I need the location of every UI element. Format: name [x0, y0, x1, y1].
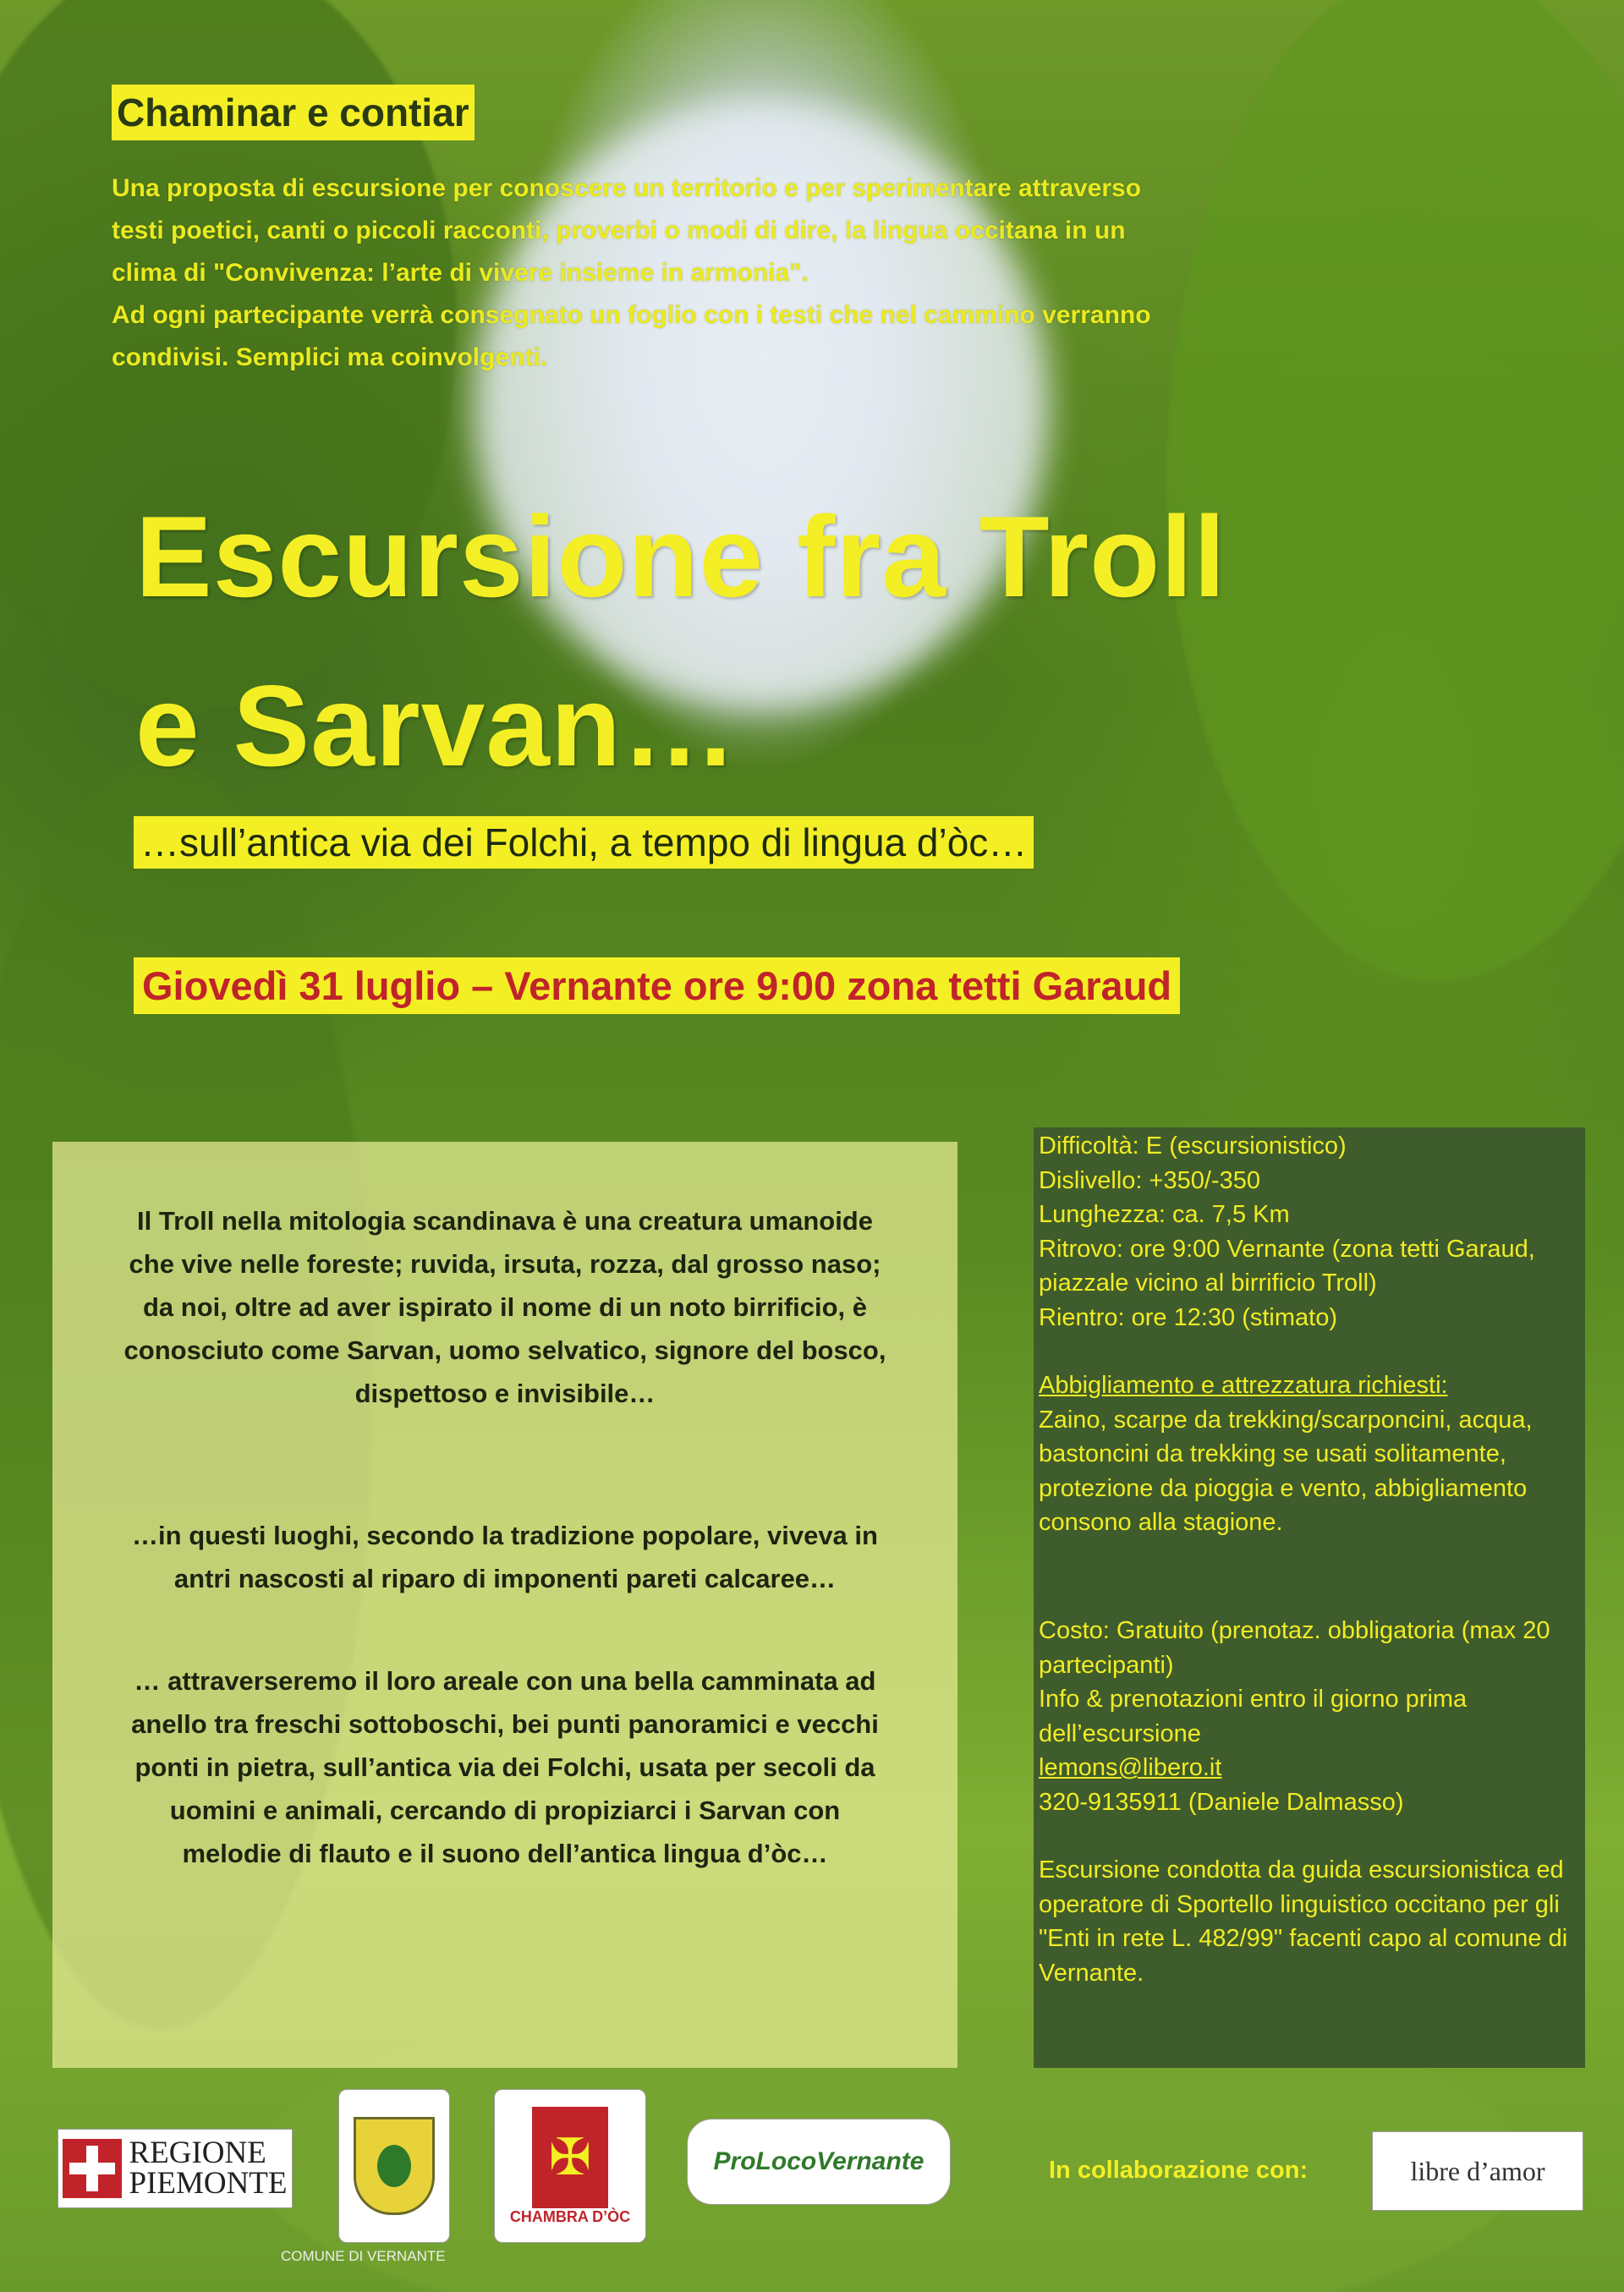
proloco-vernante-logo [687, 2119, 951, 2205]
chambra-doc-logo [494, 2089, 646, 2243]
regione-text: REGIONE [129, 2136, 266, 2170]
regione-flag-icon [63, 2139, 122, 2198]
intro-text [112, 167, 1473, 379]
details-box [1034, 1127, 1585, 2068]
length-text: Lunghezza: ca. 7,5 Km [1039, 1201, 1290, 1228]
story-paragraph-3: … attraverseremo il loro areale con una bella camminata ad anello tra freschi sottoboschi, bei punti panoramici e vecchi ponti in pietra, sull’antica via dei Folchi, usata per secoli da uomini e animali, cercando di propiziarci i Sarvan con melodie di flauto e il suono dell’antica lingua d’òc… [131, 1666, 879, 1868]
comune-crest-icon [354, 2117, 435, 2215]
regione-piemonte-logo [58, 2129, 293, 2208]
proloco-text: ProLocoVernante [713, 2147, 924, 2175]
main-title-line2: e Sarvan… [135, 661, 738, 790]
guide-text: Escursione condotta da guida escursionistica ed operatore di Sportello linguistico occitano per gli "Enti in rete L. 482/99" facenti capo al comune di Vernante. [1039, 1856, 1568, 1987]
libre-text: libre d’amor [1410, 2155, 1545, 2186]
details-booking [1039, 1614, 1580, 1819]
email-link[interactable]: lemons@libero.it [1039, 1754, 1222, 1781]
difficulty-text: Difficoltà: E (escursionistico) [1039, 1132, 1347, 1160]
date-line: Giovedì 31 luglio – Vernante ore 9:00 zona tetti Garaud [134, 957, 1180, 1014]
collab-text: In collaborazione con: [1049, 2157, 1309, 2184]
story-box [52, 1142, 957, 2068]
phone-text: 320-9135911 (Daniele Dalmasso) [1039, 1788, 1404, 1816]
story-paragraph-1: Il Troll nella mitologia scandinava è una creatura umanoide che vive nelle foreste; ruvida, irsuta, rozza, dal grosso naso; da noi, oltre ad aver ispirato il nome di un noto birrificio, è conosciuto come Sarvan, uomo selvatico, signore del bosco, dispettoso e invisibile… [123, 1206, 886, 1408]
chambra-caption: CHAMBRA D’ÒC [509, 2207, 631, 2225]
comune-vernante-logo [338, 2089, 450, 2243]
comune-caption: COMUNE DI VERNANTE [281, 2248, 446, 2264]
story-paragraph-2: …in questi luoghi, secondo la tradizione popolare, viveva in antri nascosti al riparo di imponenti pareti calcaree… [132, 1521, 878, 1593]
libre-damor-logo [1372, 2131, 1583, 2211]
occitan-cross-icon: ✠ [532, 2107, 608, 2208]
intro-line: clima di "Convivenza: l’arte di vivere insieme in armonia". [112, 259, 809, 287]
gear-heading: Abbigliamento e attrezzatura richiesti: [1039, 1372, 1448, 1399]
elevation-text: Dislivello: +350/-350 [1039, 1166, 1260, 1194]
info-text: Info & prenotazioni entro il giorno prima dell’escursione [1039, 1686, 1468, 1747]
meeting-text: Ritrovo: ore 9:00 Vernante (zona tetti Garaud, piazzale vicino al birrificio Troll) [1039, 1235, 1535, 1297]
details-gear [1039, 1368, 1580, 1540]
details-guide [1039, 1853, 1580, 1990]
intro-line: condivisi. Semplici ma coinvolgenti. [112, 343, 548, 371]
gear-text: Zaino, scarpe da trekking/scarponcini, acqua, bastoncini da trekking se usati solitamente, protezione da pioggia e vento, abbigliamento consono alla stagione. [1039, 1406, 1533, 1536]
cost-text: Costo: Gratuito (prenotaz. obbligatoria (max 20 partecipanti) [1039, 1617, 1550, 1679]
intro-line: testi poetici, canti o piccoli racconti, proverbi o modi di dire, la lingua occitana in un [112, 217, 1126, 244]
subtitle: …sull’antica via dei Folchi, a tempo di lingua d’òc… [134, 816, 1034, 869]
intro-line: Una proposta di escursione per conoscere un territorio e per sperimentare attraverso [112, 174, 1142, 202]
main-title-line1: Escursione fra Troll [135, 492, 1226, 621]
intro-line: Ad ogni partecipante verrà consegnato un foglio con i testi che nel cammino verranno [112, 301, 1151, 329]
header-title: Chaminar e contiar [112, 85, 475, 140]
return-text: Rientro: ore 12:30 (stimato) [1039, 1303, 1337, 1331]
details-main [1039, 1129, 1580, 1335]
piemonte-text: PIEMONTE [129, 2166, 288, 2201]
foliage-right [1167, 0, 1624, 981]
